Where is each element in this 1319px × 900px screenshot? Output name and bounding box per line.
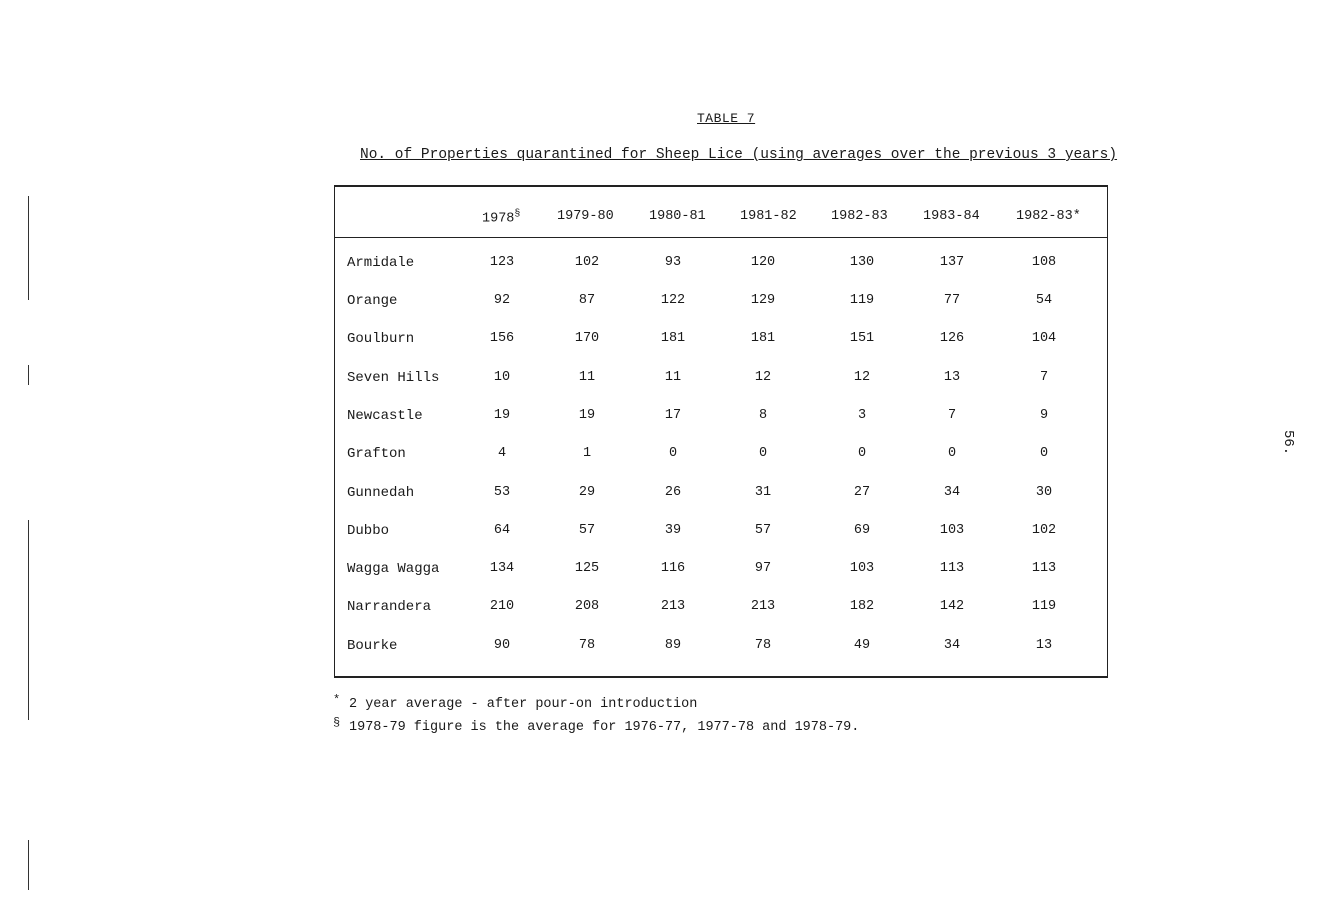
table-row [335, 523, 1107, 543]
table-cell: 87 [578, 293, 596, 308]
table-cell: 116 [660, 561, 686, 576]
footnote: § 1978-79 figure is the average for 1976-77, 1977-78 and 1978-79. [333, 716, 860, 735]
page-number: 56. [1280, 430, 1296, 456]
table-cell: 213 [660, 599, 686, 614]
footnote: * 2 year average - after pour-on introduction [333, 693, 698, 712]
table-cell: 208 [574, 599, 600, 614]
row-label: Armidale [347, 255, 415, 271]
table-cell: 69 [853, 523, 871, 538]
table-row [335, 446, 1107, 466]
table-cell: 4 [497, 446, 507, 461]
column-header: 1983-84 [923, 209, 980, 224]
table-cell: 0 [857, 446, 867, 461]
table-cell: 104 [1031, 331, 1057, 346]
row-label: Seven Hills [347, 370, 440, 386]
table-cell: 182 [849, 599, 875, 614]
table-cell: 78 [754, 638, 772, 653]
column-header: 1980-81 [649, 209, 706, 224]
table-cell: 49 [853, 638, 871, 653]
table-cell: 12 [754, 370, 772, 385]
table-cell: 102 [574, 255, 600, 270]
table-cell: 53 [493, 485, 511, 500]
table-row [335, 485, 1107, 505]
table-cell: 156 [489, 331, 515, 346]
table-cell: 137 [939, 255, 965, 270]
table-cell: 27 [853, 485, 871, 500]
margin-line [28, 840, 29, 890]
row-label: Wagga Wagga [347, 561, 440, 577]
data-table [334, 185, 1108, 678]
table-cell: 57 [578, 523, 596, 538]
table-cell: 93 [664, 255, 682, 270]
table-caption: No. of Properties quarantined for Sheep Lice (using averages over the previous 3 years) [360, 147, 1118, 163]
table-cell: 123 [489, 255, 515, 270]
table-cell: 9 [1039, 408, 1049, 423]
table-cell: 130 [849, 255, 875, 270]
table-cell: 129 [750, 293, 776, 308]
table-cell: 210 [489, 599, 515, 614]
table-cell: 89 [664, 638, 682, 653]
table-cell: 57 [754, 523, 772, 538]
table-cell: 213 [750, 599, 776, 614]
table-row [335, 561, 1107, 581]
table-cell: 7 [1039, 370, 1049, 385]
table-row [335, 408, 1107, 428]
row-label: Goulburn [347, 331, 415, 347]
table-cell: 103 [849, 561, 875, 576]
table-cell: 7 [947, 408, 957, 423]
column-header: 1981-82 [740, 209, 797, 224]
table-cell: 1 [582, 446, 592, 461]
table-cell: 19 [493, 408, 511, 423]
footnotes [333, 691, 859, 737]
table-row [335, 599, 1107, 619]
margin-line [28, 520, 29, 720]
table-cell: 34 [943, 638, 961, 653]
table-cell: 181 [750, 331, 776, 346]
table-cell: 30 [1035, 485, 1053, 500]
row-label: Newcastle [347, 408, 423, 424]
table-cell: 31 [754, 485, 772, 500]
table-cell: 151 [849, 331, 875, 346]
table-cell: 126 [939, 331, 965, 346]
column-header: 1978§ [482, 209, 521, 227]
table-cell: 102 [1031, 523, 1057, 538]
table-cell: 90 [493, 638, 511, 653]
table-cell: 54 [1035, 293, 1053, 308]
table-cell: 134 [489, 561, 515, 576]
row-label: Grafton [347, 446, 406, 462]
table-cell: 142 [939, 599, 965, 614]
table-cell: 13 [1035, 638, 1053, 653]
column-header: 1979-80 [557, 209, 614, 224]
table-cell: 17 [664, 408, 682, 423]
row-label: Dubbo [347, 523, 390, 539]
table-cell: 26 [664, 485, 682, 500]
table-cell: 29 [578, 485, 596, 500]
table-cell: 122 [660, 293, 686, 308]
table-cell: 64 [493, 523, 511, 538]
table-cell: 0 [1039, 446, 1049, 461]
table-cell: 97 [754, 561, 772, 576]
row-label: Bourke [347, 638, 398, 654]
table-cell: 10 [493, 370, 511, 385]
table-cell: 113 [1031, 561, 1057, 576]
header-divider [335, 237, 1107, 238]
table-cell: 11 [578, 370, 596, 385]
row-label: Orange [347, 293, 398, 309]
table-row [335, 638, 1107, 658]
margin-line [28, 365, 29, 385]
table-cell: 0 [947, 446, 957, 461]
table-row [335, 331, 1107, 351]
table-cell: 92 [493, 293, 511, 308]
table-cell: 0 [758, 446, 768, 461]
table-cell: 113 [939, 561, 965, 576]
margin-line [28, 196, 29, 300]
table-cell: 125 [574, 561, 600, 576]
page-title: TABLE 7 [697, 111, 756, 126]
table-cell: 103 [939, 523, 965, 538]
table-cell: 120 [750, 255, 776, 270]
table-row [335, 370, 1107, 390]
table-cell: 39 [664, 523, 682, 538]
table-cell: 19 [578, 408, 596, 423]
column-header: 1982-83* [1016, 209, 1081, 224]
table-cell: 181 [660, 331, 686, 346]
table-cell: 12 [853, 370, 871, 385]
table-cell: 170 [574, 331, 600, 346]
table-cell: 8 [758, 408, 768, 423]
table-cell: 119 [1031, 599, 1057, 614]
table-cell: 119 [849, 293, 875, 308]
table-cell: 78 [578, 638, 596, 653]
table-cell: 77 [943, 293, 961, 308]
table-cell: 34 [943, 485, 961, 500]
column-header: 1982-83 [831, 209, 888, 224]
table-cell: 108 [1031, 255, 1057, 270]
table-row [335, 293, 1107, 313]
row-label: Narrandera [347, 599, 432, 615]
table-cell: 0 [668, 446, 678, 461]
row-label: Gunnedah [347, 485, 415, 501]
table-row [335, 255, 1107, 275]
table-cell: 3 [857, 408, 867, 423]
table-cell: 11 [664, 370, 682, 385]
table-cell: 13 [943, 370, 961, 385]
